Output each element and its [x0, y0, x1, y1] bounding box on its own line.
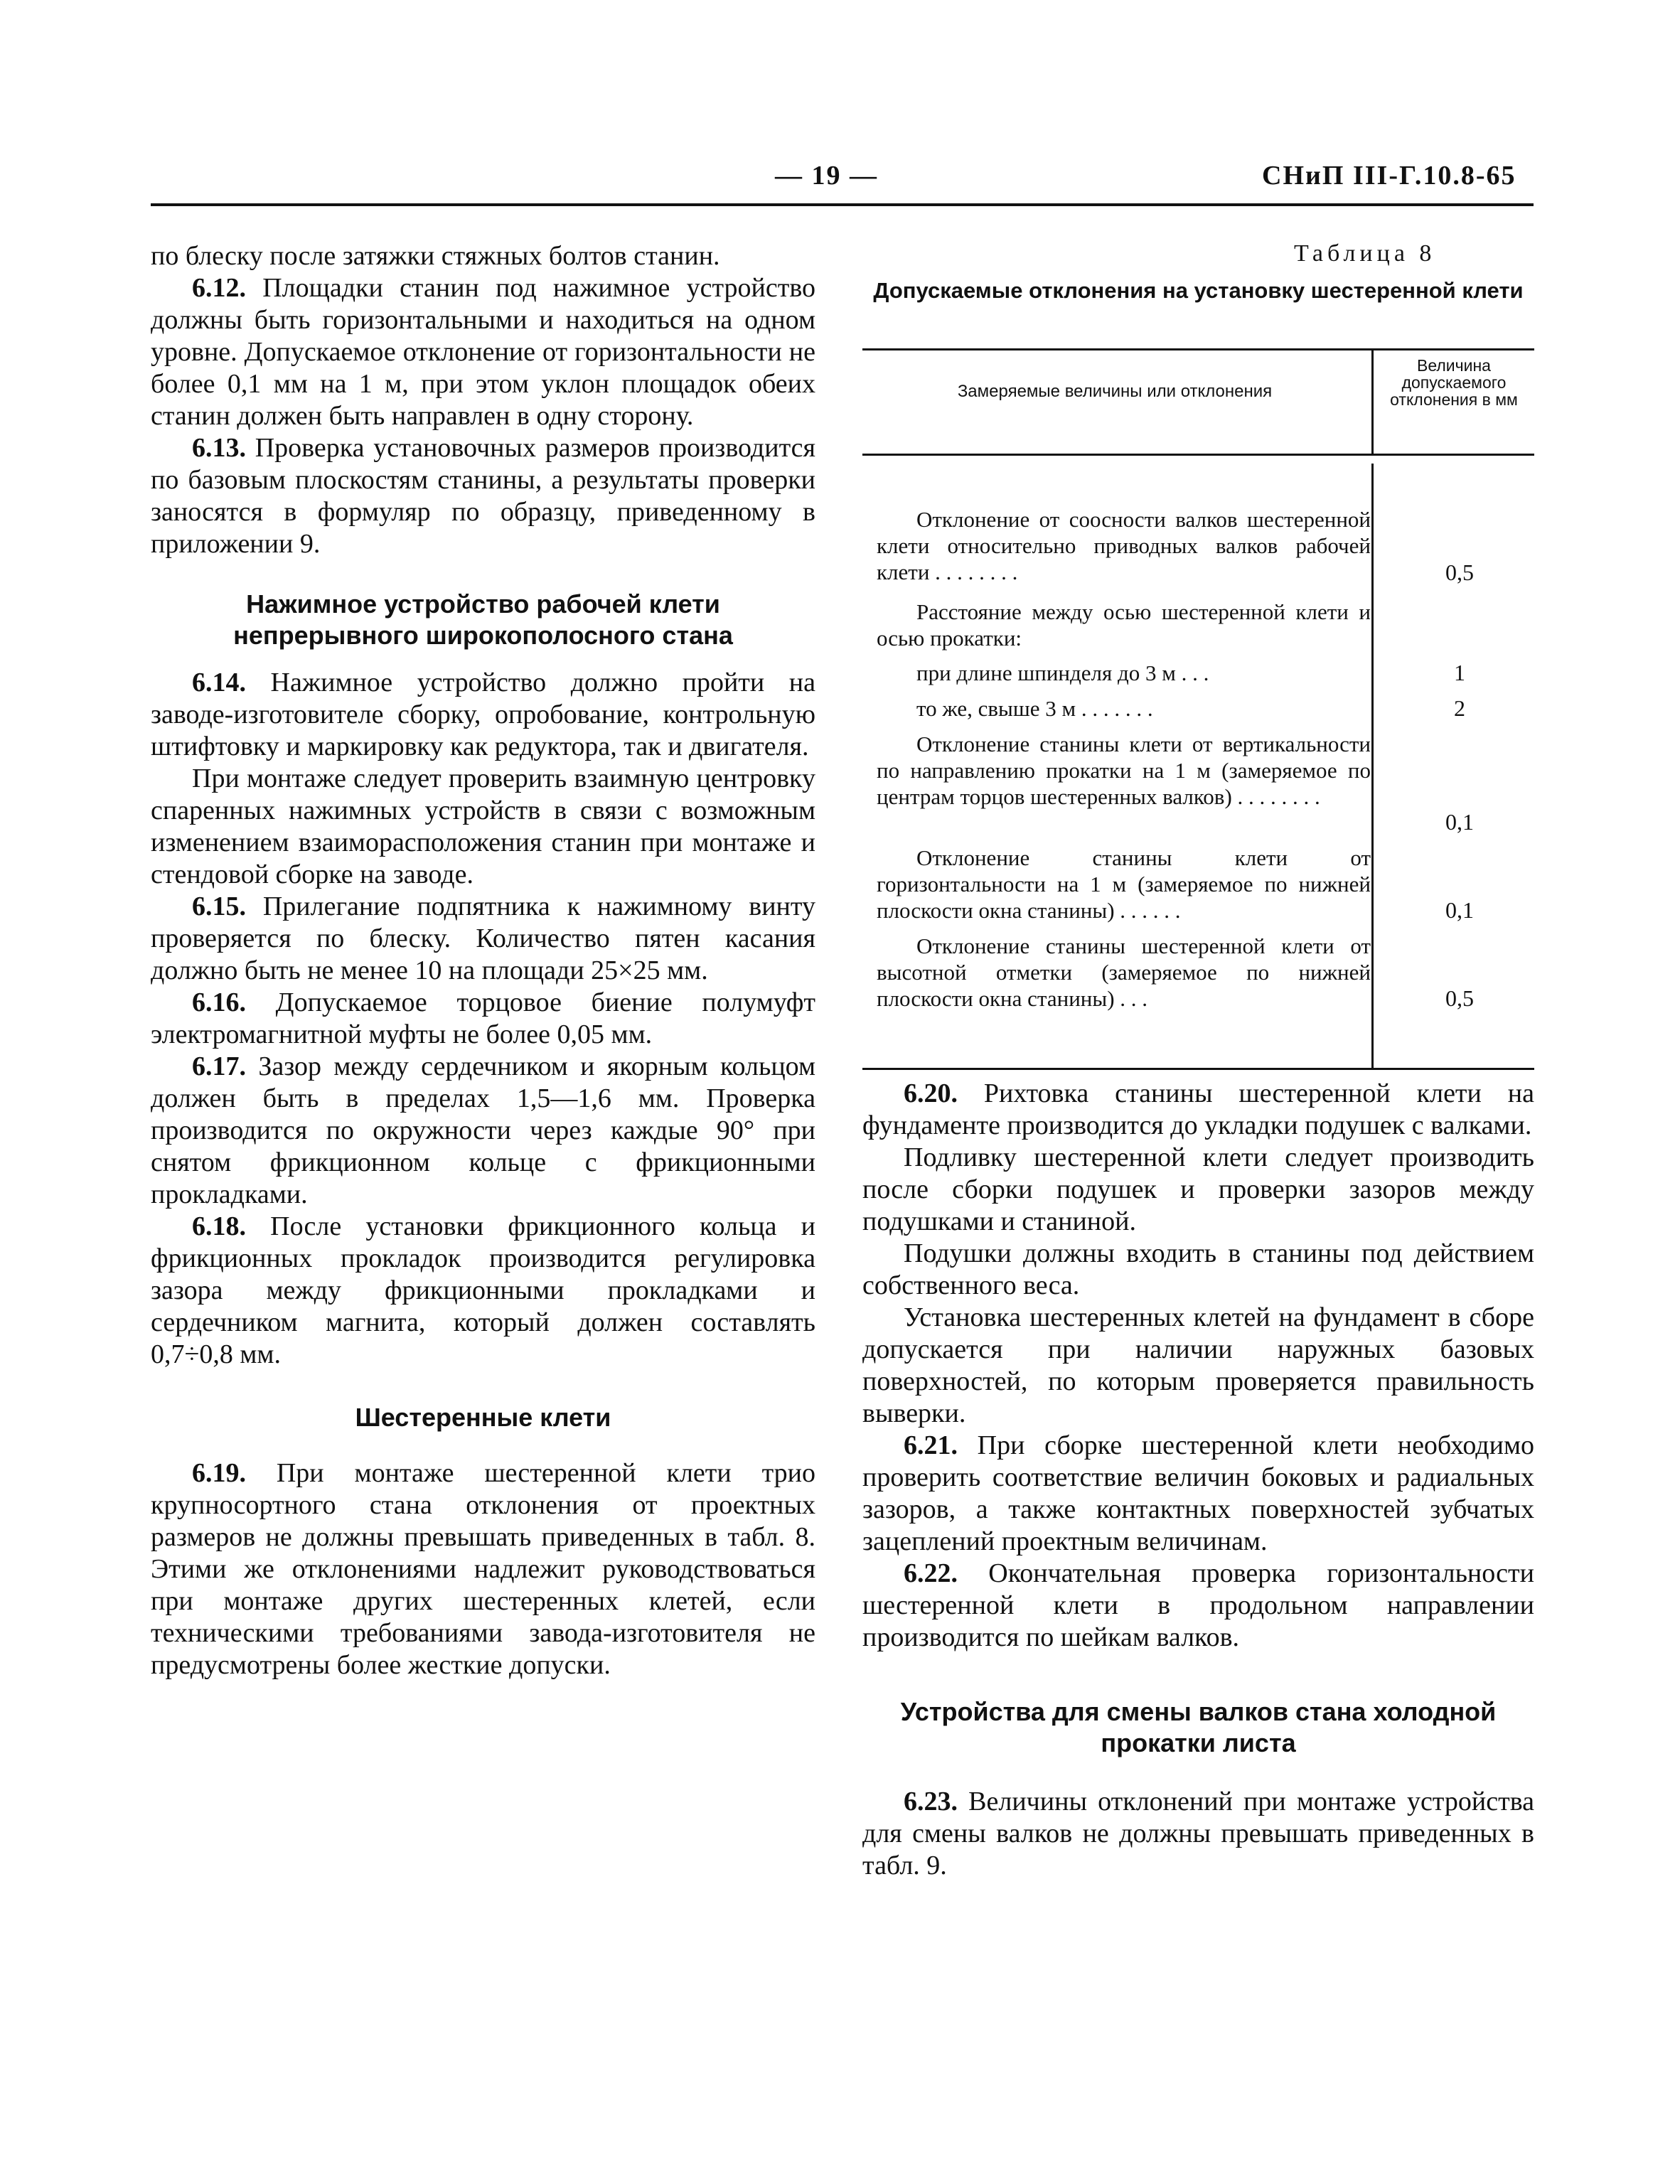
table-8: [862, 348, 1534, 1071]
clause-number: 6.20.: [904, 1078, 958, 1108]
clause-number: 6.15.: [192, 892, 246, 921]
table-row-value: 2: [1454, 695, 1465, 721]
clause-text: При монтаже шестеренной клети трио крупносортного стана отклонения от проектных размеров не должны превышать приведенных в табл. 8. Этими же отклонениями надлежит руководствоваться при монтаже других шестеренных клетей, если техническими требованиями завода-изготовителя не предусмотрены более жесткие допуски.: [151, 1458, 815, 1680]
clause-number: 6.22.: [904, 1558, 958, 1588]
table-row-text: Отклонение от соосности валков шестеренной клети относительно приводных валков рабочей клети . . . . . . . .: [877, 507, 1371, 584]
table-header-rule: [862, 454, 1534, 456]
table-bottom-rule: [862, 1068, 1534, 1070]
table-column-divider: [1371, 464, 1374, 1069]
clause-number: 6.12.: [192, 273, 246, 303]
clause-text: Рихтовка станины шестеренной клети на фундаменте производится до укладки подушек с валками.: [862, 1078, 1534, 1140]
page-number: — 19 —: [775, 161, 878, 191]
clause-text: Проверка установочных размеров производится по базовым плоскостям станины, а результаты проверки заносятся в формуляр по образцу, приведенному в приложении 9.: [151, 433, 815, 559]
paragraph-6-18: [151, 1211, 815, 1371]
table-row-value: 0,1: [1445, 809, 1474, 835]
paragraph-6-21: [862, 1430, 1534, 1558]
table-row-value: 0,1: [1445, 897, 1474, 923]
clause-number: 6.17.: [192, 1051, 246, 1081]
section-heading: Устройства для смены валков стана холодной прокатки листа: [900, 1697, 1497, 1757]
table-row-value: 0,5: [1445, 985, 1474, 1011]
table-column-divider: [1371, 348, 1374, 454]
clause-text: Зазор между сердечником и якорным кольцом должен быть в пределах 1,5—1,6 мм. Проверка производится по окружности через каждые 90° при снятом фрикционном кольце с фрикционными прокладками.: [151, 1051, 815, 1209]
paragraph-6-14-b: При монтаже следует проверить взаимную центровку спаренных нажимных устройств в связи с возможным изменением взаиморасположения станин при монтаже и стендовой сборке на заводе.: [151, 764, 815, 889]
clause-text: Прилегание подпятника к нажимному винту проверяется по блеску. Количество пятен касания должно быть не менее 10 на площади 25×25 мм.: [151, 892, 815, 985]
section-heading: Шестеренные клети: [355, 1403, 611, 1432]
clause-text: Нажимное устройство должно пройти на заводе-изготовителе сборку, опробование, контрольную штифтовку и маркировку как редуктора, так и двигателя.: [151, 668, 815, 761]
paragraph-6-19: [151, 1457, 815, 1681]
clause-number: 6.23.: [904, 1787, 958, 1816]
table-row-text: Расстояние между осью шестеренной клети и осью прокатки:: [877, 599, 1371, 651]
table-row-text: то же, свыше 3 м . . . . . . .: [916, 696, 1153, 721]
paragraph-6-20-b: Подливку шестеренной клети следует производить после сборки подушек и проверки зазоров между подушками и станиной.: [862, 1142, 1534, 1236]
paragraph-6-15: [151, 891, 815, 987]
paragraph-6-20-d: Установка шестеренных клетей на фундамент в сборе допускается при наличии наружных базовых поверхностей, по которым проверяется правильность выверки.: [862, 1302, 1534, 1428]
clause-text: Площадки станин под нажимное устройство должны быть горизонтальными и находиться на одном уровне. Допускаемое отклонение от горизонтальности не более 0,1 мм на 1 м, при этом уклон площадок обеих станин должен быть направлен в одну сторону.: [151, 273, 815, 431]
table-header-tolerance: Величина допускаемого отклонения в мм: [1390, 356, 1518, 409]
table-row-text: при длине шпинделя до 3 м . . .: [916, 660, 1209, 685]
table-row-text: Отклонение станины клети от горизонтальности на 1 м (замеряемое по нижней плоскости окна станины) . . . . . .: [877, 845, 1371, 923]
paragraph-6-23: [862, 1786, 1534, 1882]
table-row-value: 0,5: [1445, 560, 1474, 585]
clause-number: 6.19.: [192, 1458, 246, 1488]
paragraph-6-20-c: Подушки должны входить в станины под действием собственного веса.: [862, 1238, 1534, 1300]
clause-number: 6.13.: [192, 433, 246, 463]
table-row-text: Отклонение станины клети от вертикальности по направлению прокатки на 1 м (замеряемое по центрам торцов шестеренных валков) . . . . . . . .: [877, 732, 1371, 809]
table-caption: Таблица 8: [1294, 240, 1436, 267]
table-row-value: 1: [1454, 660, 1465, 685]
paragraph-6-12: [151, 272, 815, 432]
clause-number: 6.14.: [192, 668, 246, 697]
clause-text: Окончательная проверка горизонтальности шестеренной клети в продольном направлении производится по шейкам валков.: [862, 1558, 1534, 1652]
clause-number: 6.18.: [192, 1211, 246, 1241]
clause-number: 6.16.: [192, 987, 246, 1017]
clause-number: 6.21.: [904, 1430, 958, 1460]
clause-text: При сборке шестеренной клети необходимо проверить соответствие величин боковых и радиальных зазоров, а также контактных поверхностей зубчатых зацеплений проектным величинам.: [862, 1430, 1534, 1556]
clause-text: После установки фрикционного кольца и фрикционных прокладок производится регулировка зазора между фрикционными прокладками и сердечником магнита, который должен составлять 0,7÷0,8 мм.: [151, 1211, 815, 1369]
section-heading: Нажимное устройство рабочей клети непрерывного широкополосного стана: [233, 589, 733, 650]
clause-text: Величины отклонений при монтаже устройства для смены валков не должны превышать приведенных в табл. 9.: [862, 1787, 1534, 1880]
paragraph-6-22: [862, 1558, 1534, 1654]
table-header-measured: Замеряемые величины или отклонения: [957, 382, 1273, 401]
paragraph-6-16: [151, 987, 815, 1051]
table-title: Допускаемые отклонения на установку шестеренной клети: [873, 278, 1524, 303]
document-code: СНиП III-Г.10.8-65: [1262, 161, 1516, 191]
paragraph-6-17: [151, 1051, 815, 1211]
paragraph-continuation: по блеску после затяжки стяжных болтов станин.: [151, 241, 720, 271]
paragraph-6-14: [151, 667, 815, 763]
left-column: [151, 240, 815, 1681]
table-row-text: Отклонение станины шестеренной клети от высотной отметки (замеряемое по нижней плоскости окна станины) . . .: [877, 933, 1371, 1011]
clause-text: Допускаемое торцовое биение полумуфт электромагнитной муфты не более 0,05 мм.: [151, 987, 815, 1049]
paragraph-6-13: [151, 432, 815, 560]
paragraph-6-20: [862, 1078, 1534, 1142]
header-rule: [151, 203, 1534, 206]
right-column: [862, 1078, 1534, 1882]
table-top-rule: [862, 348, 1534, 350]
